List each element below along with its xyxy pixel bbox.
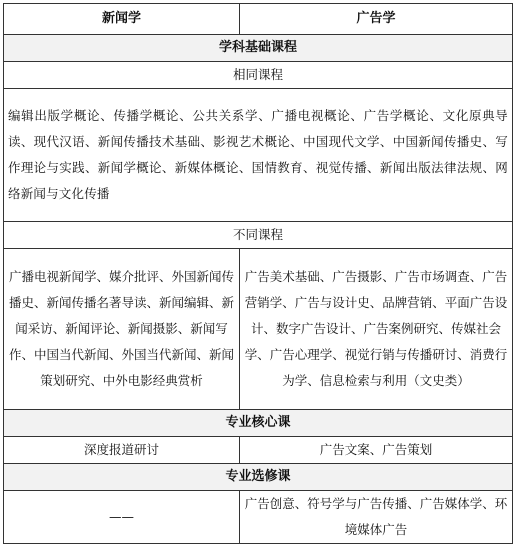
elective-news-courses: —— — [4, 491, 240, 544]
core-news-courses: 深度报道研讨 — [4, 437, 240, 464]
section-basic-row — [4, 35, 513, 62]
same-courses-title: 相同课程 — [4, 62, 513, 89]
core-courses-row — [4, 437, 513, 464]
same-courses-row — [4, 62, 513, 89]
course-comparison-table — [3, 3, 513, 544]
section-elective-title: 专业选修课 — [4, 464, 513, 491]
different-courses-content-row — [4, 249, 513, 410]
section-basic-title: 学科基础课程 — [4, 35, 513, 62]
different-courses-row — [4, 222, 513, 249]
section-core-row — [4, 410, 513, 437]
header-news: 新闻学 — [4, 4, 240, 35]
header-ad: 广告学 — [240, 4, 513, 35]
same-courses-content-row — [4, 89, 513, 222]
elective-courses-row — [4, 491, 513, 544]
header-row — [4, 4, 513, 35]
different-news-courses: 广播电视新闻学、媒介批评、外国新闻传播史、新闻传播名著导读、新闻编辑、新闻采访、新闻评论、新闻摄影、新闻写作、中国当代新闻、外国当代新闻、新闻策划研究、中外电影经典赏析 — [4, 249, 240, 410]
section-elective-row — [4, 464, 513, 491]
core-ad-courses: 广告文案、广告策划 — [240, 437, 513, 464]
different-ad-courses: 广告美术基础、广告摄影、广告市场调查、广告营销学、广告与设计史、品牌营销、平面广告设计、数字广告设计、广告案例研究、传媒社会学、广告心理学、视觉行销与传播研讨、消费行为学、信息检索与利用（文史类） — [240, 249, 513, 410]
same-courses-content: 编辑出版学概论、传播学概论、公共关系学、广播电视概论、广告学概论、文化原典导读、现代汉语、新闻传播技术基础、影视艺术概论、中国现代文学、中国新闻传播史、写作理论与实践、新闻学概论、新媒体概论、国情教育、视觉传播、新闻出版法律法规、网络新闻与文化传播 — [4, 89, 513, 222]
section-core-title: 专业核心课 — [4, 410, 513, 437]
elective-ad-courses: 广告创意、符号学与广告传播、广告媒体学、环境媒体广告 — [240, 491, 513, 544]
different-courses-title: 不同课程 — [4, 222, 513, 249]
